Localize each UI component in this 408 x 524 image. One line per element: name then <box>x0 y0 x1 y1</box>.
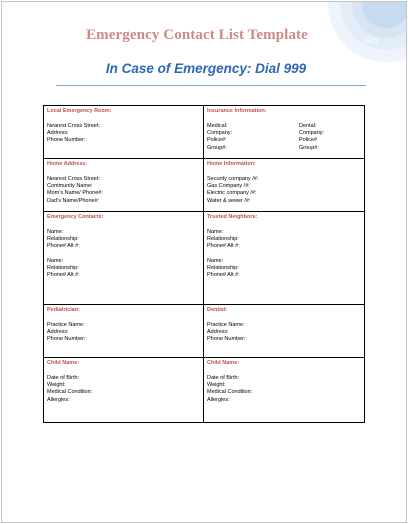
home-information-cell <box>204 159 364 212</box>
field-label: Group#: <box>207 144 227 151</box>
field-label: Phone Number: <box>47 137 86 144</box>
field-label: Name: <box>207 257 224 264</box>
field-label: Relationship: <box>47 236 79 243</box>
cell-heading: Child Name: <box>207 360 240 366</box>
field-label: Company: <box>299 130 325 137</box>
cell-heading: Home Information: <box>207 161 256 167</box>
field-label: Company: <box>207 130 233 137</box>
divider-line <box>56 85 366 86</box>
field-label: Address: <box>207 329 229 336</box>
field-label: Date of Birth: <box>207 375 240 381</box>
field-label: Dental: <box>299 123 317 129</box>
cell-heading: Trusted Neighbors: <box>207 214 258 220</box>
field-label: Phone# Alt #: <box>207 243 240 250</box>
field-label: Name: <box>207 229 224 235</box>
field-label: Group#: <box>299 144 319 151</box>
emergency-contacts-cell <box>44 212 204 305</box>
field-row <box>207 137 361 144</box>
field-row <box>207 130 361 137</box>
cell-heading: Insurance Information: <box>207 108 267 114</box>
cell-heading: Dentist: <box>207 307 228 313</box>
field-label: Date of Birth: <box>47 375 80 381</box>
field-label: Police#: <box>207 137 227 144</box>
cell-heading: Home Address: <box>47 161 88 167</box>
field-label: Practice Name: <box>207 322 245 328</box>
contact-table <box>43 105 365 423</box>
cell-heading: Child Name: <box>47 360 80 366</box>
cell-heading: Local Emergency Room: <box>47 108 112 114</box>
insurance-information-cell <box>204 106 364 159</box>
field-label: Practice Name: <box>47 322 85 328</box>
field-label: Weight: <box>207 382 226 389</box>
home-address-cell <box>44 159 204 212</box>
field-label: Nearest Cross Street: <box>47 123 100 129</box>
cell-heading: Pediatrician: <box>47 307 81 313</box>
child-name-cell <box>204 358 364 422</box>
field-label: Medical: <box>207 123 228 129</box>
page-title: Emergency Contact List Template <box>86 27 308 43</box>
field-label: Security company /#: <box>207 176 259 182</box>
field-label: Address: <box>47 329 69 336</box>
field-label: Allergies: <box>207 396 230 403</box>
field-label: Dad’s Name/Phone#: <box>47 197 100 204</box>
field-row <box>207 123 361 130</box>
field-label: Relationship: <box>207 264 239 271</box>
field-label: Gas Company /#: <box>207 183 250 190</box>
field-row <box>207 145 361 152</box>
cell-heading: Emergency Contacts: <box>47 214 104 220</box>
field-label: Weight: <box>47 382 66 389</box>
field-label: Phone# Alt #: <box>47 243 80 250</box>
field-label: Phone Number: <box>207 336 246 343</box>
local-emergency-room-cell <box>44 106 204 159</box>
field-label: Mom’s Name/ Phone#: <box>47 190 103 197</box>
field-label: Address: <box>47 130 69 137</box>
field-label: Electric company /#: <box>207 190 257 197</box>
field-label: Phone# Alt #: <box>207 272 240 279</box>
document-page <box>1 1 407 523</box>
field-label: Phone Number: <box>47 336 86 343</box>
field-label: Relationship: <box>47 264 79 271</box>
text-badge: [Text] <box>362 39 378 45</box>
field-label: Relationship: <box>207 236 239 243</box>
field-label: Name: <box>47 257 64 264</box>
trusted-neighbors-cell <box>204 212 364 305</box>
field-label: Water & sewer /#: <box>207 197 251 204</box>
field-label: Community Name: <box>47 183 93 190</box>
field-label: Allergies: <box>47 396 70 403</box>
dentist-cell <box>204 305 364 358</box>
field-label: Police# <box>299 137 318 144</box>
field-label: Medical Condition: <box>207 389 253 396</box>
pediatrician-cell <box>44 305 204 358</box>
page-subtitle: In Case of Emergency: Dial 999 <box>105 61 307 76</box>
field-label: Medical Condition: <box>47 389 93 396</box>
field-label: Nearest Cross Street: <box>47 176 100 182</box>
child-name-cell <box>44 358 204 422</box>
field-label: Name: <box>47 229 64 235</box>
field-label: Phone# Alt #: <box>47 272 80 279</box>
